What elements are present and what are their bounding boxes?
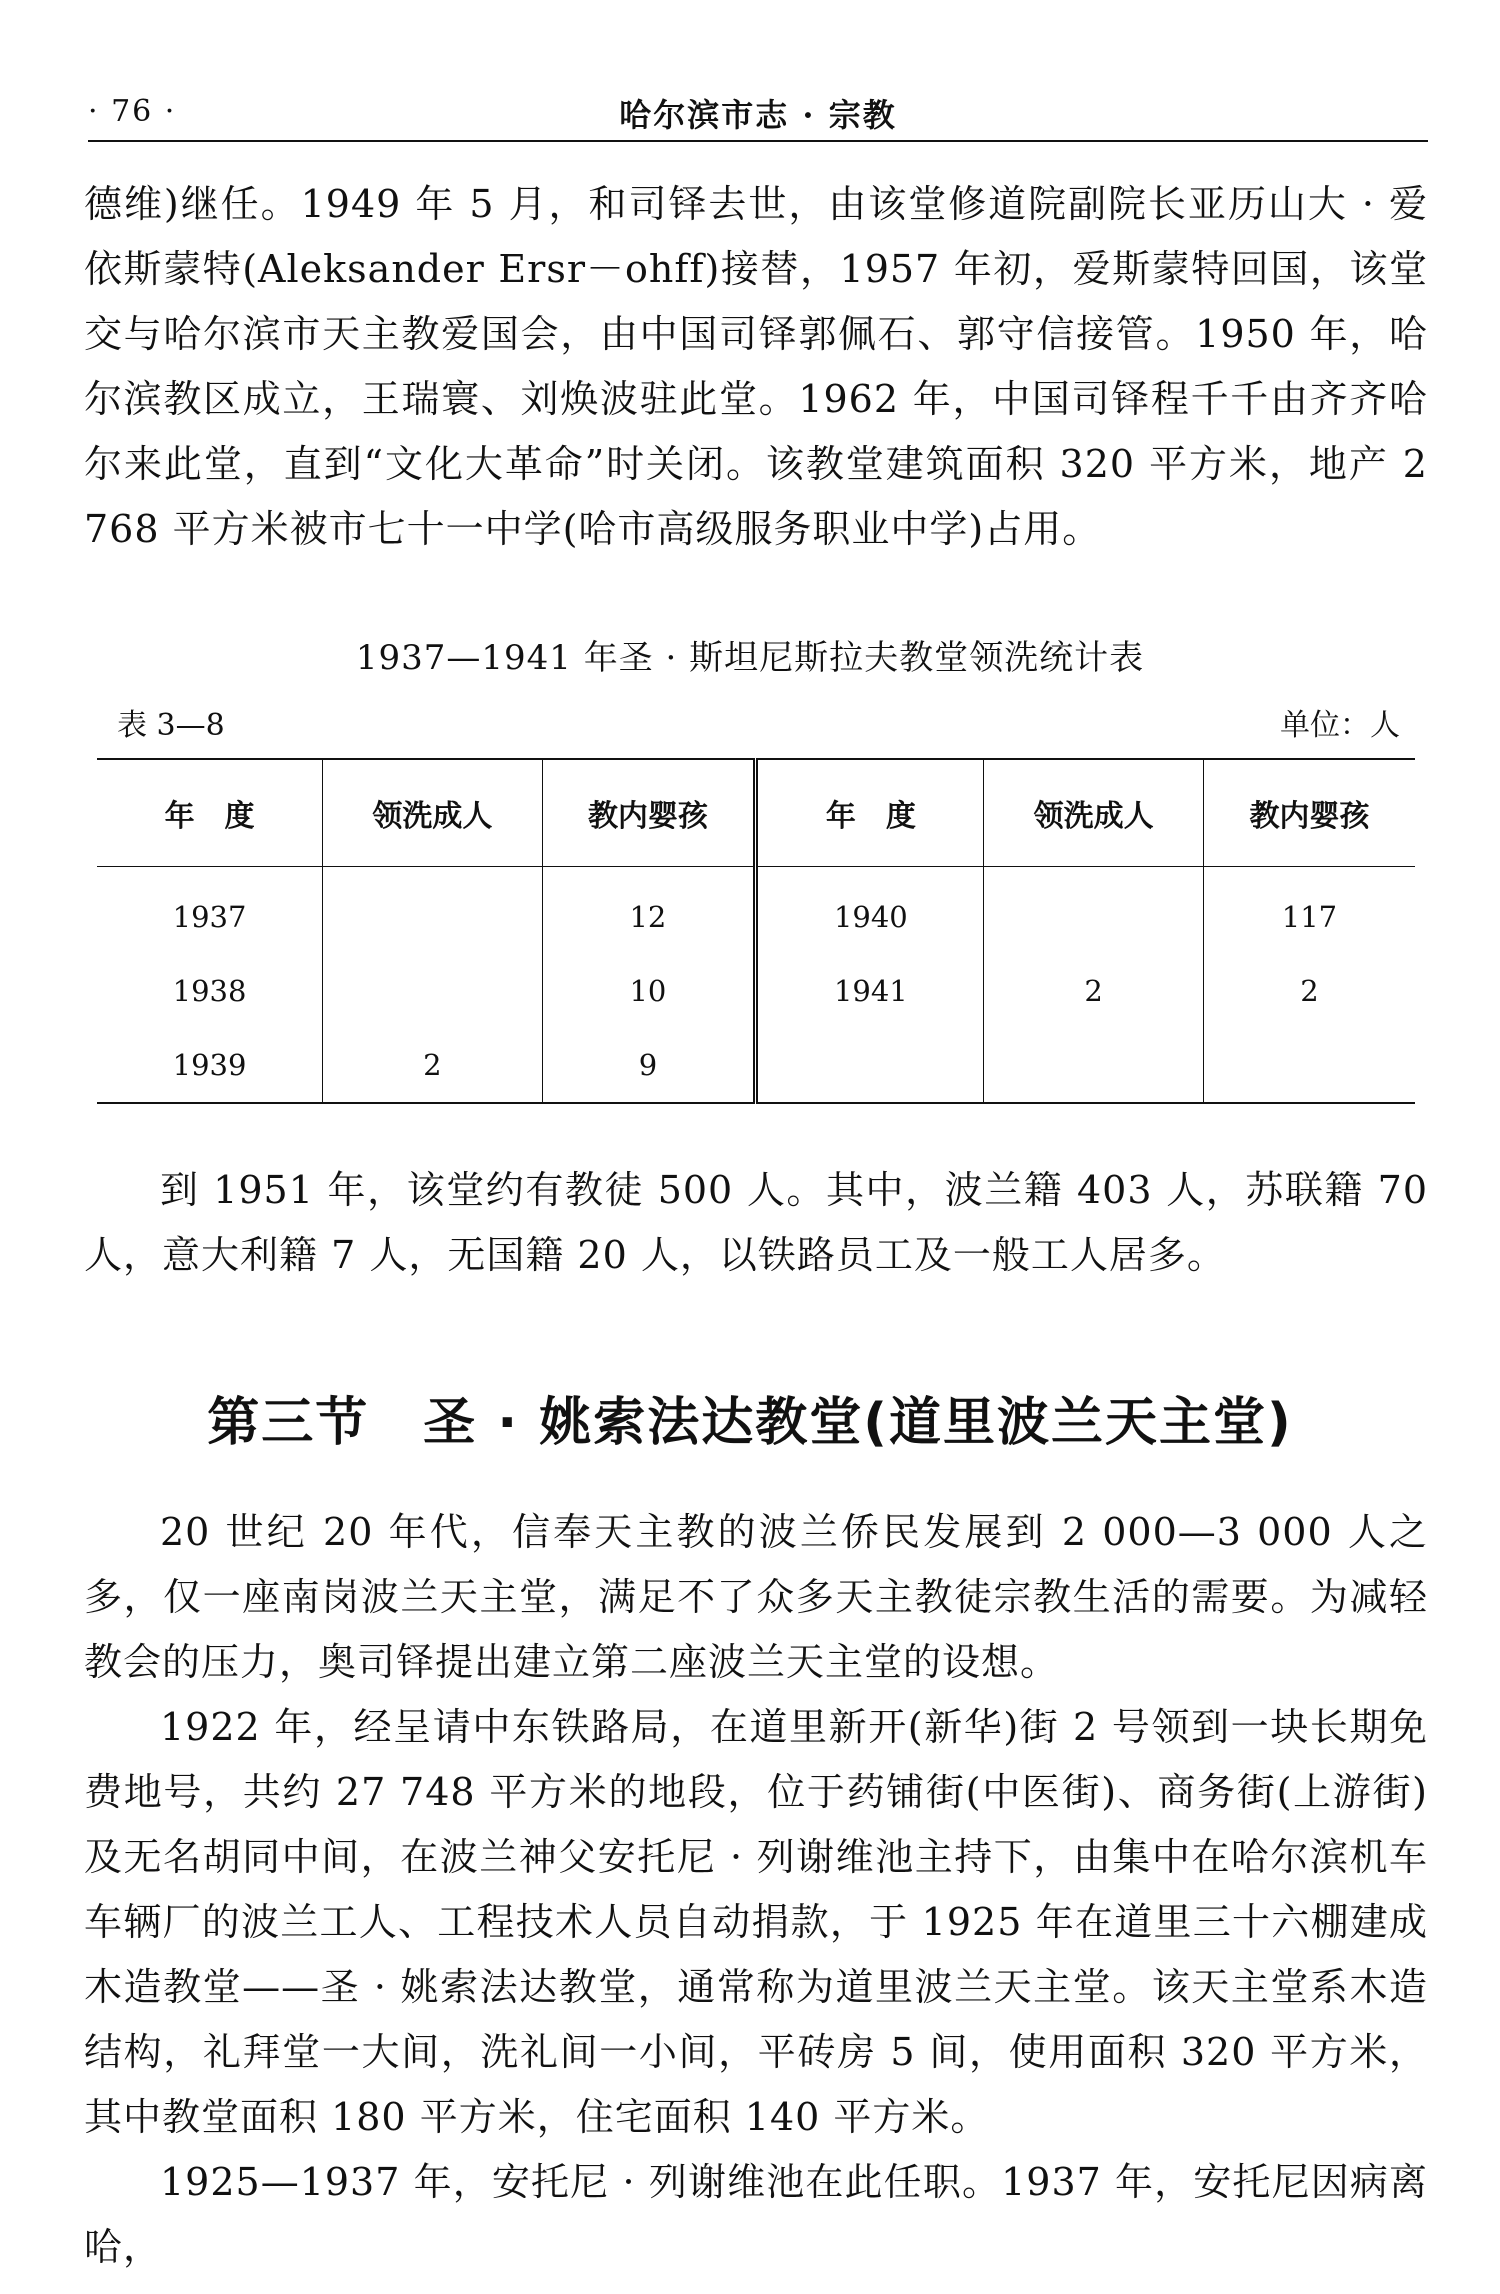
table-number: 表 3—8	[117, 708, 225, 743]
baptism-statistics-table	[97, 758, 1415, 1104]
page-number: · 76 ·	[88, 94, 177, 129]
table-row	[97, 867, 1415, 955]
table-title: 1937—1941 年圣 · 斯坦尼斯拉夫教堂领洗统计表	[355, 638, 1145, 678]
table-cell: 2	[323, 1028, 542, 1103]
table-row	[97, 954, 1415, 1028]
table-cell	[984, 1028, 1203, 1103]
table-cell: 2	[1300, 974, 1319, 1008]
paragraph: 1922 年，经呈请中东铁路局，在道里新开(新华)街 2 号领到一块长期免费地号，共约 27 748 平方米的地段，位于药铺街(中医街)、商务街(上游街)及无名胡同中间，在波兰神父安托尼 · 列谢维池主持下，由集中在哈尔滨机车车辆厂的波兰工人、工程技术人员自动捐款，于 1925 年在道里三十六棚建成木造教堂——圣 · 姚索法达教堂，通常称为道里波兰天主堂。该天主堂系木造结构，礼拜堂一大间，洗礼间一小间，平砖房 5 间，使用面积 320 平方米，其中教堂面积 180 平方米，住宅面积 140 平方米。	[84, 1705, 1428, 2139]
table-cell: 1937	[97, 867, 323, 955]
table-cell: 1939	[97, 1028, 323, 1103]
table-cell: 1941	[756, 954, 984, 1028]
table-cell: 1940	[756, 867, 984, 955]
paragraph: 到 1951 年，该堂约有教徒 500 人。其中，波兰籍 403 人，苏联籍 70 人，意大利籍 7 人，无国籍 20 人，以铁路员工及一般工人居多。	[84, 1168, 1428, 1277]
table-cell	[323, 867, 542, 955]
table-cell	[984, 867, 1203, 955]
column-header-infant-baptisms: 教内婴孩	[1203, 759, 1415, 867]
header-rule	[88, 140, 1428, 142]
table-cell: 2	[984, 954, 1203, 1028]
running-title: 哈尔滨市志 · 宗教	[619, 96, 897, 134]
table-cell: 9	[542, 1028, 756, 1103]
table-cell	[1203, 1028, 1415, 1103]
section-heading: 第三节 圣 · 姚索法达教堂(道里波兰天主堂)	[207, 1393, 1293, 1453]
table-unit: 单位：人	[1280, 708, 1400, 743]
paragraph: 1925—1937 年，安托尼 · 列谢维池在此任职。1937 年，安托尼因病离哈，	[84, 2160, 1428, 2269]
column-header-infant-baptisms: 教内婴孩	[542, 759, 756, 867]
table-cell: 1938	[97, 954, 323, 1028]
paragraph: 20 世纪 20 年代，信奉天主教的波兰侨民发展到 2 000—3 000 人之多，仅一座南岗波兰天主堂，满足不了众多天主教徒宗教生活的需要。为减轻教会的压力，奥司铎提出建立第二座波兰天主堂的设想。	[84, 1510, 1428, 1684]
table-cell	[756, 1028, 984, 1103]
table-cell: 10	[542, 954, 756, 1028]
column-header-year: 年 度	[756, 759, 984, 867]
table-cell: 117	[1281, 900, 1338, 934]
table-row	[97, 1028, 1415, 1103]
table-header-row	[97, 759, 1415, 867]
column-header-adult-baptisms: 领洗成人	[984, 759, 1203, 867]
column-header-year: 年 度	[97, 759, 323, 867]
table-cell	[323, 954, 542, 1028]
column-header-adult-baptisms: 领洗成人	[323, 759, 542, 867]
paragraph: 德维)继任。1949 年 5 月，和司铎去世，由该堂修道院副院长亚历山大 · 爱依斯蒙特(Aleksander Ersr－ohff)接替，1957 年初，爱斯蒙特回国，该堂交与哈尔滨市天主教爱国会，由中国司铎郭佩石、郭守信接管。1950 年，哈尔滨教区成立，王瑞寰、刘焕波驻此堂。1962 年，中国司铎程千千由齐齐哈尔来此堂，直到“文化大革命”时关闭。该教堂建筑面积 320 平方米，地产 2 768 平方米被市七十一中学(哈市高级服务职业中学)占用。	[84, 182, 1428, 551]
running-header	[88, 86, 1428, 142]
table-cell: 12	[542, 867, 756, 955]
